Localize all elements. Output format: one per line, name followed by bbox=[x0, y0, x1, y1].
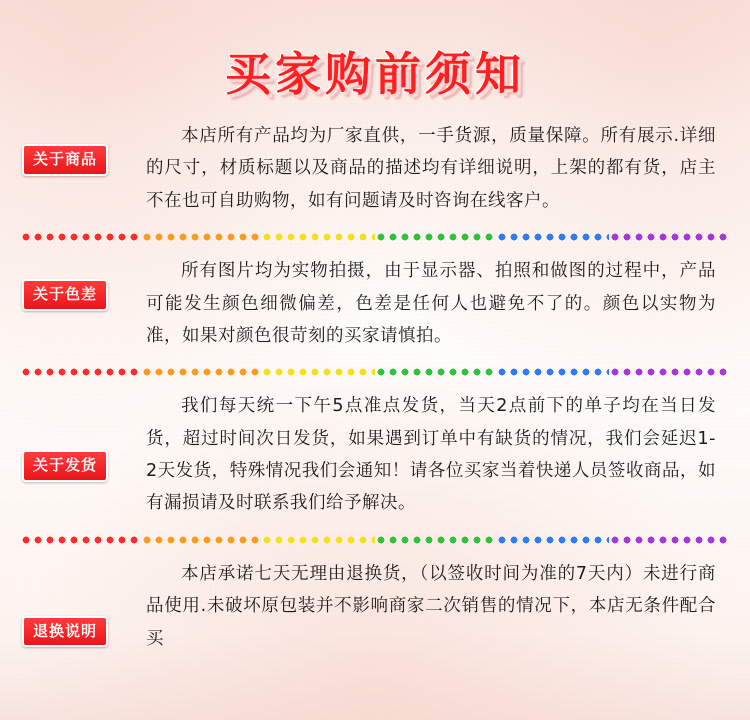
divider-segment-red bbox=[20, 536, 141, 544]
divider-3 bbox=[20, 534, 730, 546]
section-tag-about-color: 关于色差 bbox=[22, 279, 108, 311]
title-area bbox=[0, 0, 750, 110]
body-column bbox=[140, 558, 720, 655]
divider-segment-orange bbox=[141, 233, 262, 241]
divider-segment-red bbox=[20, 233, 141, 241]
divider-segment-purple bbox=[609, 536, 730, 544]
section-text-about-shipping: 我们每天统一下午5点准点发货，当天2点前下的单子均在当日发货，超过时间次日发货，如果遇到订单中有缺货的情况，我们会延迟1-2天发货，特殊情况我们会通知！请各位买家当着快递人员签收商品，如有漏损请及时联系我们给予解决。 bbox=[146, 396, 716, 514]
divider-2 bbox=[20, 366, 730, 378]
section-text-return-policy: 本店承诺七天无理由退换货，（以签收时间为准的7天内）未进行商品使用.未破坏原包装并不影响商家二次销售的情况下，本店无条件配合买 bbox=[146, 563, 716, 649]
divider-segment-blue bbox=[496, 368, 610, 376]
divider-segment-yellow bbox=[261, 368, 375, 376]
tag-column bbox=[22, 558, 140, 648]
divider-segment-blue bbox=[496, 233, 610, 241]
divider-segment-yellow bbox=[261, 233, 375, 241]
divider-segment-orange bbox=[141, 368, 262, 376]
section-text-about-product: 本店所有产品均为厂家直供，一手货源，质量保障。所有展示.详细的尺寸，材质标题以及商品的描述均有详细说明，上架的都有货，店主不在也可自助购物，如有问题请及时咨询在线客户。 bbox=[146, 126, 716, 211]
section-tag-about-product: 关于商品 bbox=[22, 144, 108, 176]
section-about-color bbox=[0, 245, 750, 364]
section-tag-return-policy: 退换说明 bbox=[22, 616, 108, 648]
divider-segment-orange bbox=[141, 536, 262, 544]
tag-column bbox=[22, 255, 140, 311]
tag-column bbox=[22, 390, 140, 482]
page-title: 买家购前须知 bbox=[225, 47, 525, 101]
section-return-policy bbox=[0, 548, 750, 667]
body-column bbox=[140, 390, 720, 520]
divider-segment-green bbox=[375, 536, 496, 544]
section-about-shipping bbox=[0, 380, 750, 532]
divider-segment-red bbox=[20, 368, 141, 376]
divider-segment-purple bbox=[609, 233, 730, 241]
body-column bbox=[140, 120, 720, 217]
body-column bbox=[140, 255, 720, 352]
divider-segment-purple bbox=[609, 368, 730, 376]
divider-1 bbox=[20, 231, 730, 243]
section-text-about-color: 所有图片均为实物拍摄，由于显示器、拍照和做图的过程中，产品可能发生颜色细微偏差，色差是任何人也避免不了的。颜色以实物为准，如果对颜色很苛刻的买家请慎拍。 bbox=[146, 261, 716, 346]
divider-segment-green bbox=[375, 233, 496, 241]
section-tag-about-shipping: 关于发货 bbox=[22, 450, 108, 482]
tag-column bbox=[22, 120, 140, 176]
divider-segment-green bbox=[375, 368, 496, 376]
divider-segment-blue bbox=[496, 536, 610, 544]
section-about-product bbox=[0, 110, 750, 229]
divider-segment-yellow bbox=[261, 536, 375, 544]
